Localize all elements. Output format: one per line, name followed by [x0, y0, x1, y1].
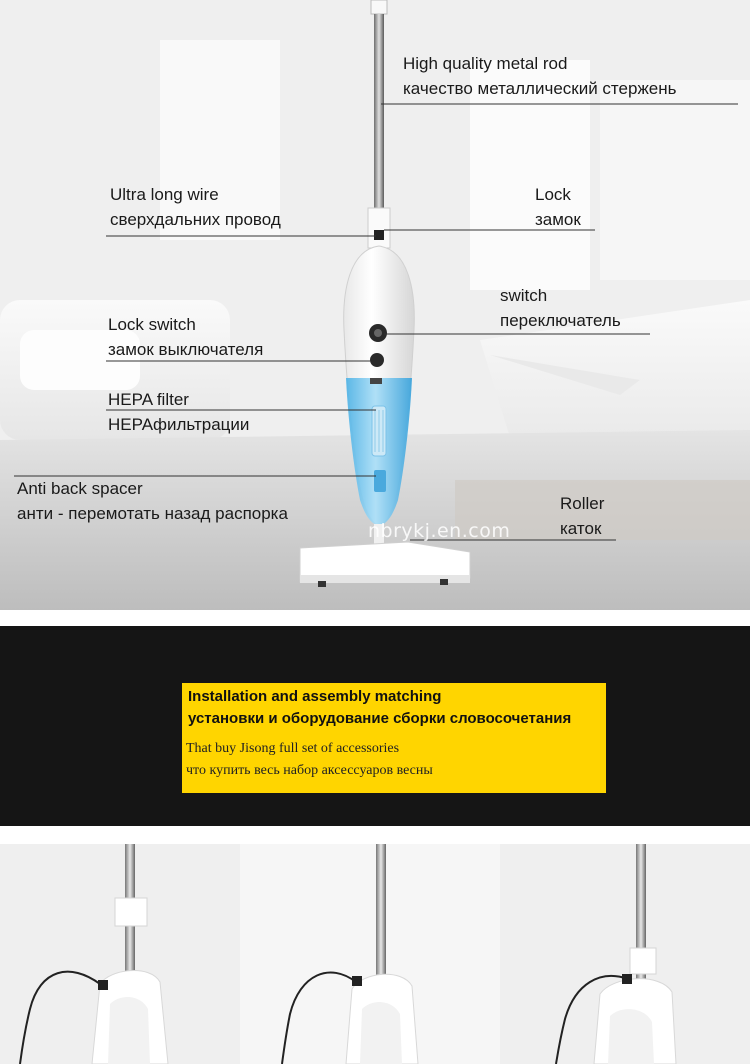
accessory-photos — [0, 844, 750, 1064]
metal-rod-label-en: High quality metal rod — [403, 54, 568, 73]
switch-label-ru: переключатель — [500, 311, 621, 330]
section-divider — [0, 610, 750, 626]
wire-label-ru: сверхдальних провод — [110, 210, 281, 229]
lock-label-en: Lock — [535, 185, 571, 204]
roller-label-en: Roller — [560, 494, 605, 513]
switch-label-en: switch — [500, 286, 548, 305]
roller-label-ru: каток — [560, 519, 602, 538]
banner-yellow-box — [182, 683, 606, 793]
spacer-label-en: Anti back spacer — [17, 479, 143, 498]
vacuum-photos-image — [0, 844, 750, 1064]
banner-title-en: Installation and assembly matching — [188, 688, 442, 705]
lock-switch-label-en: Lock switch — [108, 315, 196, 334]
hepa-label-ru: HEPAфильтрации — [108, 415, 250, 434]
accessories-banner — [0, 626, 750, 826]
wire-label-en: Ultra long wire — [110, 185, 219, 204]
spacer-label-ru: анти - перемотать назад распорка — [17, 504, 288, 523]
banner-title-ru: установки и оборудование сборки словосочетания — [188, 710, 572, 727]
section-divider-2 — [0, 826, 750, 844]
banner-sub-en: That buy Jisong full set of accessories — [186, 741, 400, 756]
watermark: nbrykj.en.com — [368, 520, 511, 542]
metal-rod-label-ru: качество металлический стержень — [403, 79, 677, 98]
hepa-label-en: HEPA filter — [108, 390, 189, 409]
lock-label-ru: замок — [535, 210, 581, 229]
lock-switch-label-ru: замок выключателя — [108, 340, 264, 359]
banner-sub-ru: что купить весь набор аксессуаров весны — [186, 763, 433, 778]
